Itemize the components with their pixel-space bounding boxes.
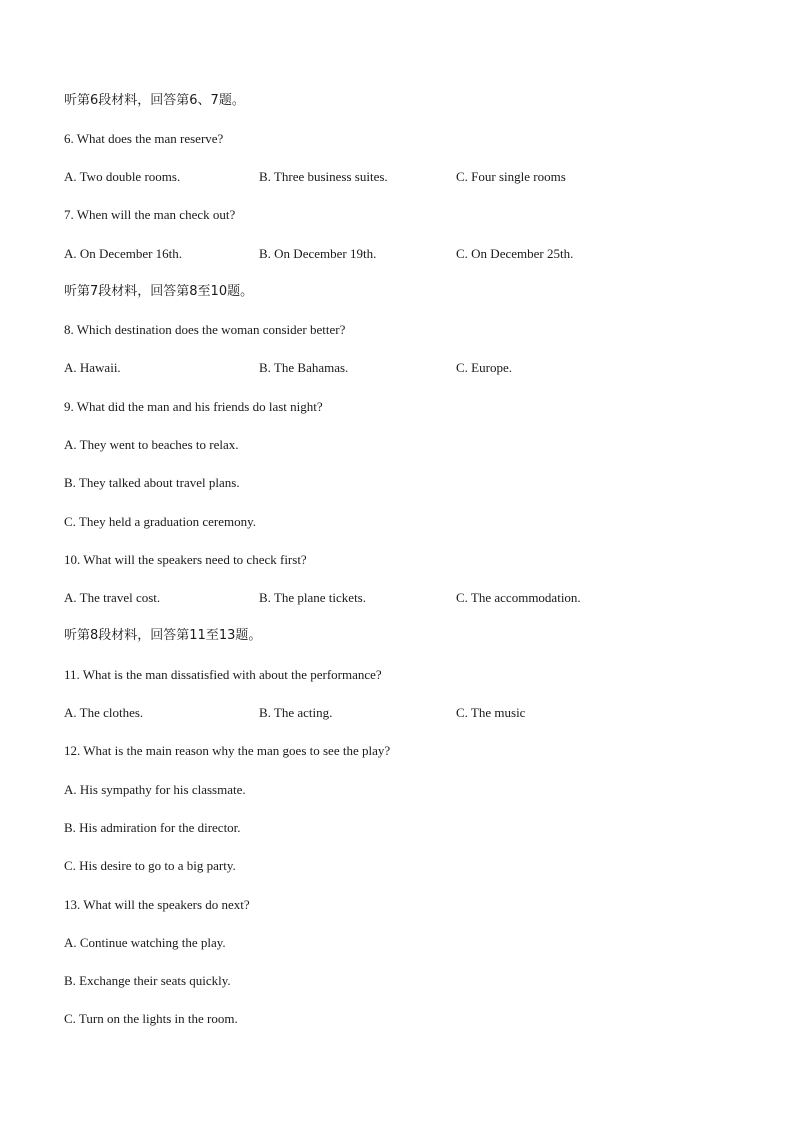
- option-b: B. His admiration for the director.: [64, 820, 241, 835]
- options-row: [0, 590, 794, 606]
- section-heading: 听第8段材料，回答第11至13题。: [64, 628, 262, 643]
- question-stem: 9. What did the man and his friends do last night?: [64, 399, 323, 414]
- option-c: C. Four single rooms: [456, 169, 566, 184]
- option-b: B. Exchange their seats quickly.: [64, 973, 231, 988]
- option-c: C. The accommodation.: [456, 590, 581, 605]
- option-a: A. The clothes.: [64, 705, 144, 720]
- option-b: B. The acting.: [259, 705, 333, 720]
- options-row: [0, 169, 794, 185]
- question-stem: 11. What is the man dissatisfied with about the performance?: [64, 667, 382, 682]
- option-c: C. His desire to go to a big party.: [64, 858, 236, 873]
- option-a: A. Two double rooms.: [64, 169, 181, 184]
- option-a: A. The travel cost.: [64, 590, 161, 605]
- question-stem: 10. What will the speakers need to check first?: [64, 552, 307, 567]
- option-b: B. On December 19th.: [259, 246, 377, 261]
- option-c: C. They held a graduation ceremony.: [64, 514, 257, 529]
- option-a: A. Hawaii.: [64, 360, 121, 375]
- question-stem: 7. When will the man check out?: [64, 207, 236, 222]
- section-heading: 听第6段材料，回答第6、7题。: [64, 93, 245, 108]
- question-stem: 12. What is the main reason why the man goes to see the play?: [64, 743, 391, 758]
- option-c: C. On December 25th.: [456, 246, 574, 261]
- option-a: A. They went to beaches to relax.: [64, 437, 239, 452]
- question-stem: 6. What does the man reserve?: [64, 131, 224, 146]
- options-row: [0, 705, 794, 721]
- option-a: A. On December 16th.: [64, 246, 183, 261]
- question-stem: 8. Which destination does the woman consider better?: [64, 322, 346, 337]
- option-b: B. Three business suites.: [259, 169, 388, 184]
- option-a: A. His sympathy for his classmate.: [64, 782, 246, 797]
- option-b: B. The plane tickets.: [259, 590, 366, 605]
- options-row: [0, 246, 794, 262]
- option-b: B. The Bahamas.: [259, 360, 349, 375]
- section-heading: 听第7段材料，回答第8至10题。: [64, 284, 254, 299]
- option-c: C. Europe.: [456, 360, 512, 375]
- option-b: B. They talked about travel plans.: [64, 475, 240, 490]
- option-a: A. Continue watching the play.: [64, 935, 226, 950]
- option-c: C. Turn on the lights in the room.: [64, 1011, 238, 1026]
- question-stem: 13. What will the speakers do next?: [64, 897, 250, 912]
- option-c: C. The music: [456, 705, 526, 720]
- options-row: [0, 360, 794, 376]
